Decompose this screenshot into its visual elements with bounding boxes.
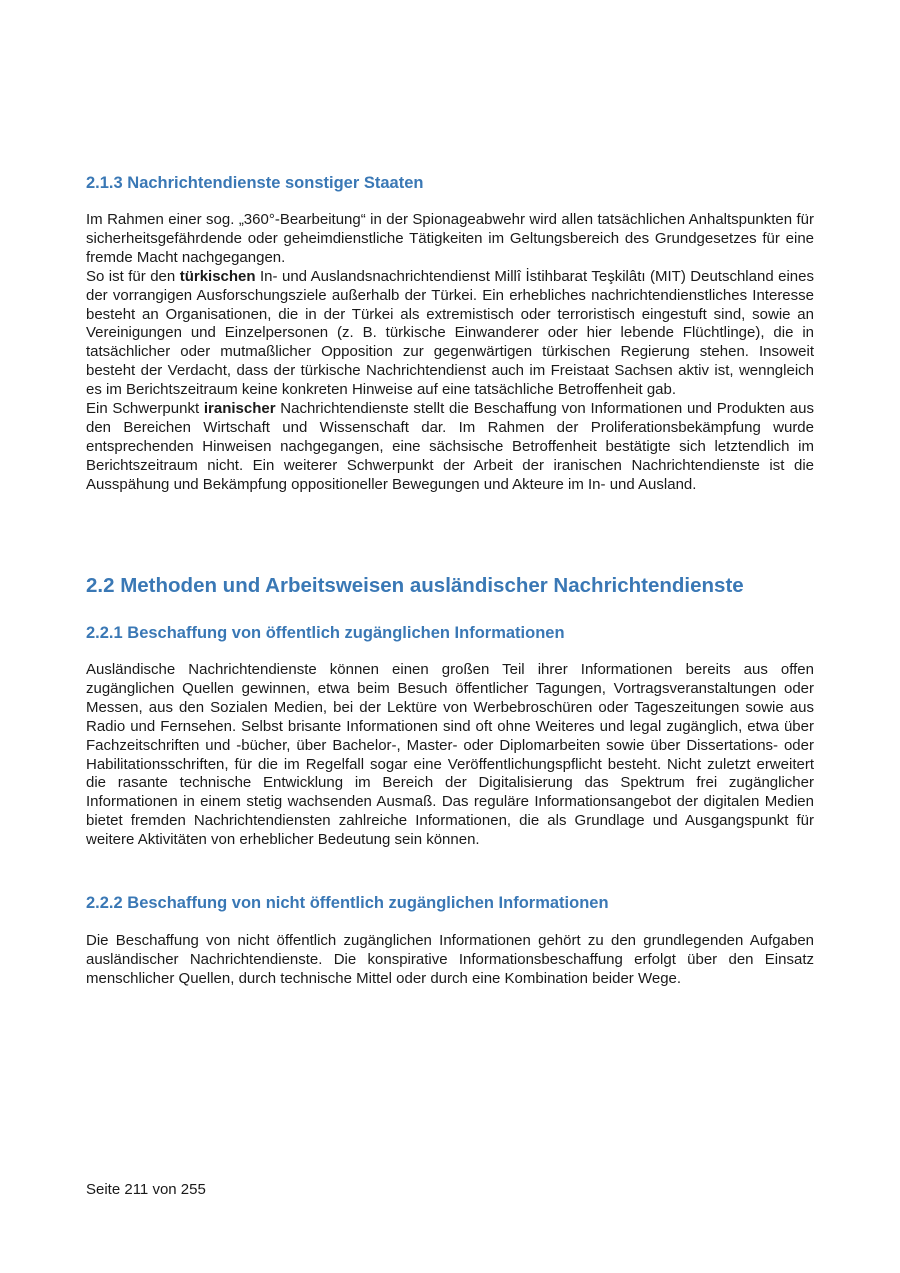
section-heading-2-1-3: 2.1.3 Nachrichtendienste sonstiger Staaten <box>86 174 424 192</box>
text-run: So ist für den <box>86 267 180 285</box>
paragraph <box>86 400 814 495</box>
section-body-2-1-3 <box>86 211 814 495</box>
section-heading-2-2: 2.2 Methoden und Arbeitsweisen ausländischer Nachrichtendienste <box>86 574 744 597</box>
bold-keyword: iranischer <box>203 400 276 418</box>
text-run: In- und Auslandsnachrichtendienst Millî İstihbarat Teşkilâtı (MIT) Deutschland eines der vorrangigen Ausforschungsziele außerhalb der Türkei. Ein erhebliches nachrichtendienstliches Interesse besteht an Organisationen, die in der Türkei als extremistisch oder terroristisch eingestuft sind, sowie an Vereinigungen und Einzelpersonen (z. B. türkische Einwanderer oder hier lebende Flüchtlinge), die in tatsächlicher oder mutmaßlicher Opposition zur gegenwärtigen türkischen Regierung stehen. Insoweit besteht der Verdacht, dass der türkische Nachrichtendienst auch im Freistaat Sachsen aktiv ist, wenngleich es im Berichtszeitraum keine konkreten Hinweise auf eine tatsächliche Betroffenheit gab. <box>86 267 814 399</box>
paragraph: Die Beschaffung von nicht öffentlich zugänglichen Informationen gehört zu den grundlegenden Aufgaben ausländischer Nachrichtendienste. Die konspirative Informationsbeschaffung erfolgt über den Einsatz menschlicher Quellen, durch technische Mittel oder durch eine Kombination beider Wege. <box>86 932 814 987</box>
section-heading-2-2-2: 2.2.2 Beschaffung von nicht öffentlich zugänglichen Informationen <box>86 894 609 912</box>
section-heading-2-2-1: 2.2.1 Beschaffung von öffentlich zugänglichen Informationen <box>86 624 565 642</box>
section-body-2-2-2 <box>86 932 814 989</box>
paragraph: Ausländische Nachrichtendienste können einen großen Teil ihrer Informationen bereits aus offen zugänglichen Quellen gewinnen, etwa beim Besuch öffentlicher Tagungen, Vortragsveranstaltungen oder Messen, aus den Sozialen Medien, bei der Lektüre von Werbebroschüren oder Tageszeitungen sowie aus Radio und Fernsehen. Selbst brisante Informationen sind oft ohne Weiteres und legal zugänglich, etwa über Fachzeitschriften und -bücher, über Bachelor-, Master- oder Diplomarbeiten sowie über Dissertations- oder Habilitationsschriften, für die im Regelfall sogar eine Veröffentlichungspflicht besteht. Nicht zuletzt erweitert die rasante technische Entwicklung im Bereich der Digitalisierung das Spektrum frei zugänglicher Informationen in einem stetig wachsenden Ausmaß. Das reguläre Informationsangebot der digitalen Medien bietet fremden Nachrichtendiensten zahlreiche Informationen, die als Grundlage und Ausgangspunkt für weitere Aktivitäten von erheblicher Bedeutung sein können. <box>86 661 814 849</box>
section-body-2-2-1 <box>86 661 814 850</box>
paragraph <box>86 268 814 400</box>
text-run: Ein Schwerpunkt <box>86 400 204 418</box>
bold-keyword: türkischen <box>179 267 256 285</box>
text-run: Nachrichtendienste stellt die Beschaffung von Informationen und Produkten aus den Bereichen Wirtschaft und Wissenschaft dar. Im Rahmen der Proliferationsbekämpfung wurde entsprechenden Hinweisen nachgegangen, eine sächsische Betroffenheit bestätigte sich letztendlich im Berichtszeitraum nicht. Ein weiterer Schwerpunkt der Arbeit der iranischen Nachrichtendienste ist die Ausspähung und Bekämpfung oppositioneller Bewegungen und Akteure im In- und Ausland. <box>86 400 814 493</box>
paragraph: Im Rahmen einer sog. „360°-Bearbeitung“ in der Spionageabwehr wird allen tatsächlichen Anhaltspunkten für sicherheitsgefährdende oder geheimdienstliche Tätigkeiten im Geltungsbereich des Grundgesetzes für eine fremde Macht nachgegangen. <box>86 211 814 266</box>
page-number-footer: Seite 211 von 255 <box>86 1181 206 1198</box>
